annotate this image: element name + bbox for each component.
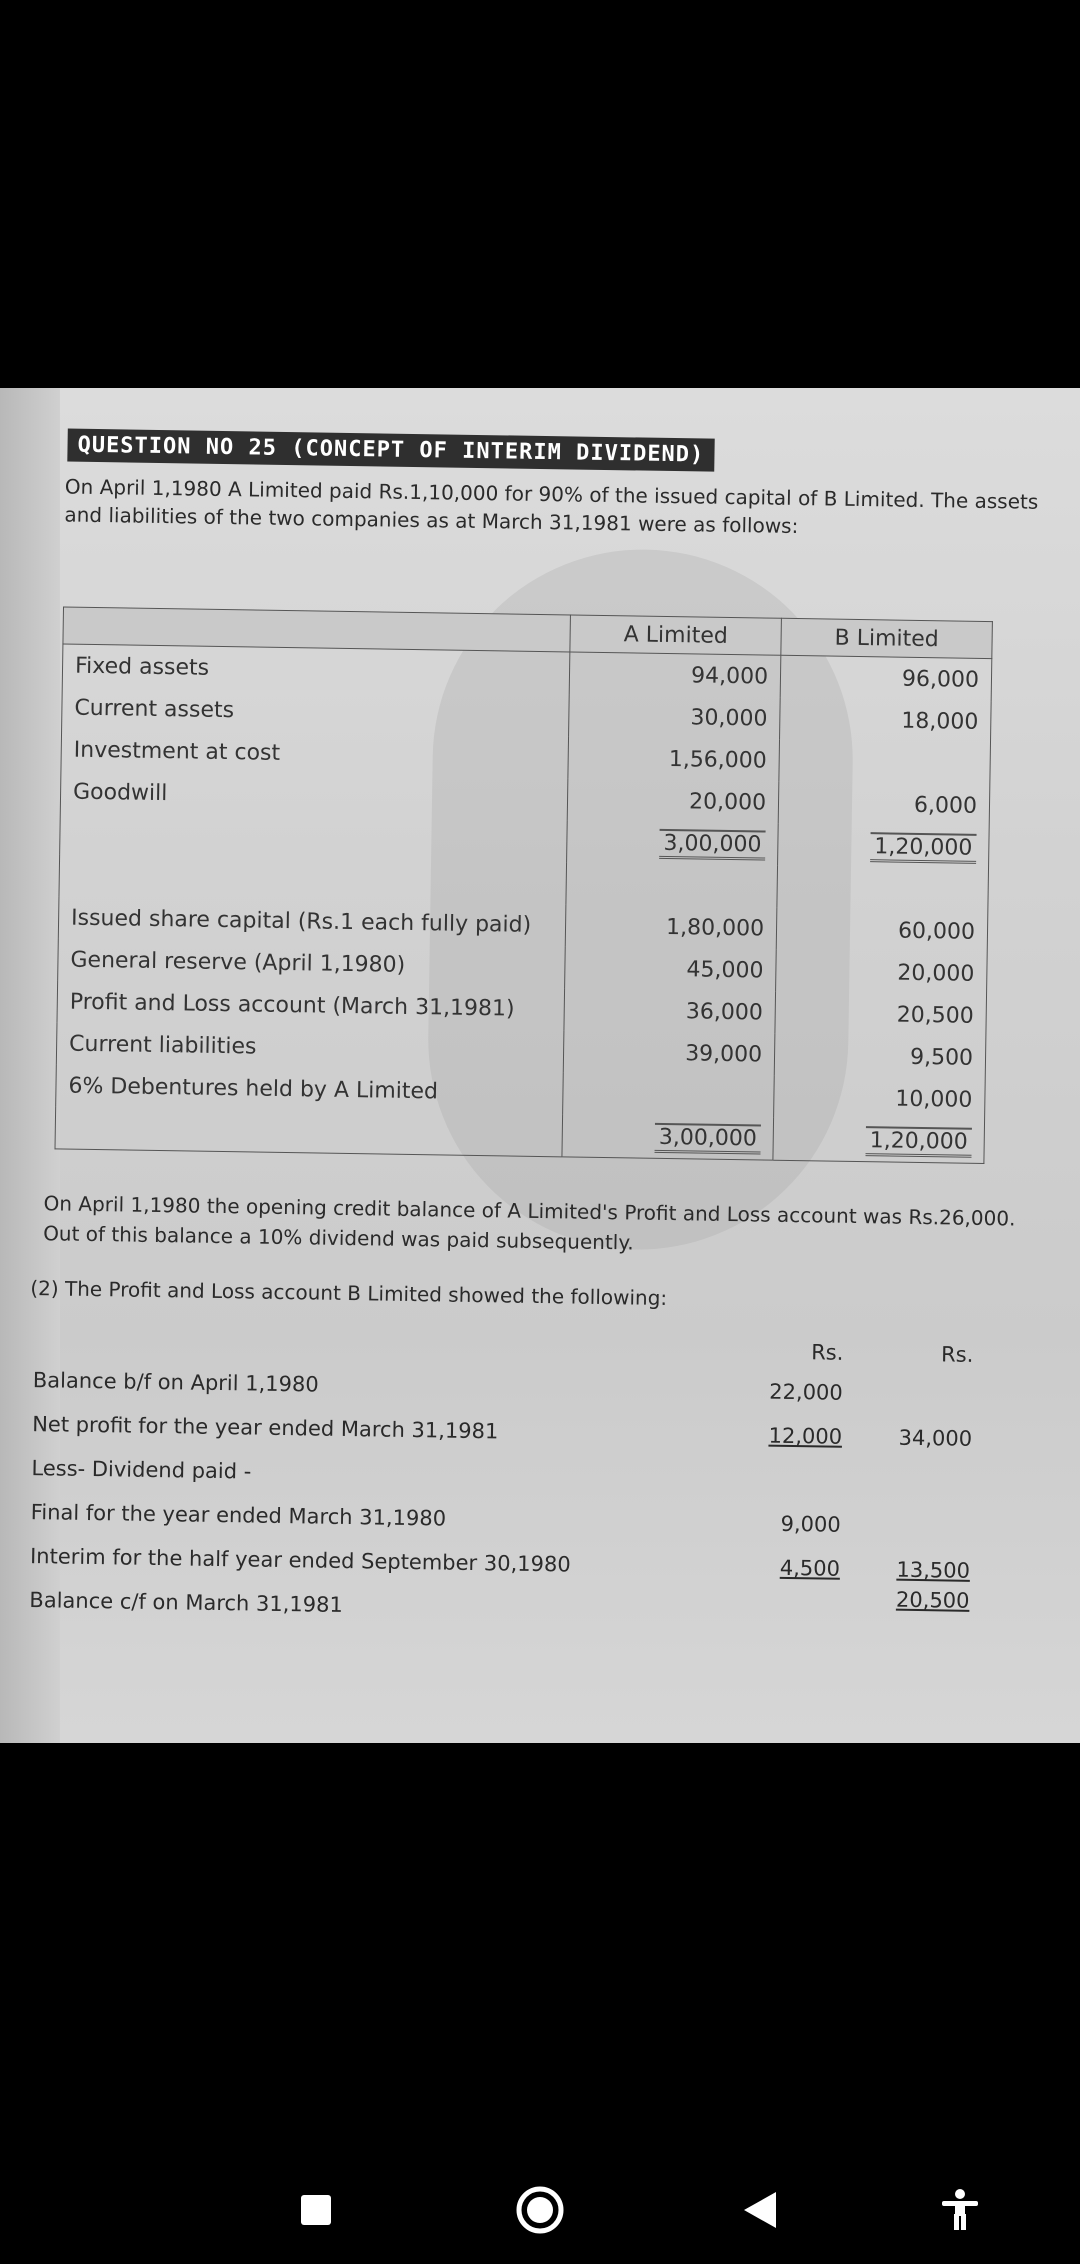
header-b-limited: B Limited [781, 618, 992, 658]
row-a-value: 1,80,000 [565, 904, 777, 949]
pl-heading: (2) The Profit and Loss account B Limited showed the following: [30, 1276, 668, 1311]
row-b-value [779, 740, 991, 785]
header-a-limited: A Limited [570, 615, 781, 655]
pl-col1-header: Rs. [810, 1340, 844, 1365]
row-label: Profit and Loss account (March 31,1981) [69, 989, 515, 1022]
row-b-value: 6,000 [778, 782, 990, 827]
pl-col2-header: Rs. [940, 1342, 974, 1367]
row-a-value: 94,000 [569, 652, 781, 698]
row-label: Issued share capital (Rs.1 each fully paid) [70, 905, 532, 938]
pl-label: Interim for the half year ended September 30,1980 [29, 1544, 571, 1577]
liabilities-total-a: 3,00,000 [655, 1122, 761, 1154]
row-b-value: 60,000 [776, 908, 988, 953]
intro-text: On April 1,1980 A Limited paid Rs.1,10,000 for 90% of the issued capital of B Limited. The assets and liabilities of the two companies as at March 31,1981 were as follows: [64, 474, 1039, 539]
square-icon [299, 2193, 333, 2227]
assets-total-b: 1,20,000 [870, 832, 976, 864]
accessibility-button[interactable] [930, 2180, 990, 2240]
row-b-value: 9,500 [774, 1034, 986, 1079]
row-a-value: 30,000 [569, 694, 781, 739]
triangle-icon [742, 2190, 778, 2230]
row-label: General reserve (April 1,1980) [70, 947, 406, 978]
row-a-value: 45,000 [565, 946, 777, 991]
row-a-value: 1,56,000 [568, 736, 780, 781]
pl-c1 [720, 1599, 840, 1601]
pl-c1: 4,500 [779, 1555, 841, 1581]
pl-account [29, 1320, 974, 1639]
pl-c2 [853, 1381, 973, 1383]
row-a-value: 39,000 [563, 1030, 775, 1075]
circle-icon [514, 2184, 566, 2236]
assets-total-a: 3,00,000 [659, 828, 765, 860]
row-b-value: 96,000 [780, 655, 992, 701]
home-button[interactable] [510, 2180, 570, 2240]
row-label: Current assets [74, 695, 235, 723]
person-icon [940, 2188, 980, 2232]
navigation-bar [0, 2150, 1080, 2250]
row-label: Current liabilities [68, 1031, 257, 1060]
question-heading: QUESTION NO 25 (CONCEPT OF INTERIM DIVIDEND) [67, 429, 714, 472]
row-label: 6% Debentures held by A Limited [68, 1073, 439, 1104]
row-label: Fixed assets [74, 653, 210, 681]
row-a-value: 20,000 [567, 778, 779, 823]
row-label: Investment at cost [73, 737, 281, 766]
row-b-value: 18,000 [780, 698, 992, 743]
row-b-value: 20,500 [775, 992, 987, 1037]
pl-c1: 9,000 [780, 1511, 841, 1537]
pl-c2: 20,500 [895, 1587, 970, 1613]
pl-c2 [851, 1513, 971, 1515]
pl-c2: 13,500 [896, 1557, 971, 1583]
pl-c2 [852, 1469, 972, 1471]
row-a-value [563, 1072, 775, 1117]
document-page [0, 388, 1080, 1743]
pl-label: Net profit for the year ended March 31,1981 [31, 1412, 499, 1444]
page-content [0, 388, 1080, 1743]
back-button[interactable] [730, 2180, 790, 2240]
row-a-value: 36,000 [564, 988, 776, 1033]
pl-c2: 34,000 [898, 1425, 973, 1451]
pl-label: Less- Dividend paid - [31, 1456, 252, 1484]
pl-label: Balance b/f on April 1,1980 [32, 1368, 319, 1397]
pl-label: Balance c/f on March 31,1981 [29, 1588, 344, 1617]
balance-table [54, 606, 992, 1164]
pl-c1: 22,000 [769, 1379, 843, 1405]
pl-label: Final for the year ended March 31,1980 [30, 1500, 447, 1531]
note-text: On April 1,1980 the opening credit balance of A Limited's Profit and Loss account was Rs.26,000. Out of this balance a 10% dividend was paid subsequently. [42, 1191, 1016, 1255]
row-b-value: 10,000 [774, 1076, 986, 1121]
liabilities-total-b: 1,20,000 [866, 1126, 972, 1158]
row-b-value: 20,000 [776, 950, 988, 995]
pl-c1 [722, 1467, 842, 1469]
pl-c1: 12,000 [768, 1423, 843, 1449]
recents-button[interactable] [286, 2180, 346, 2240]
row-label: Goodwill [72, 779, 168, 806]
